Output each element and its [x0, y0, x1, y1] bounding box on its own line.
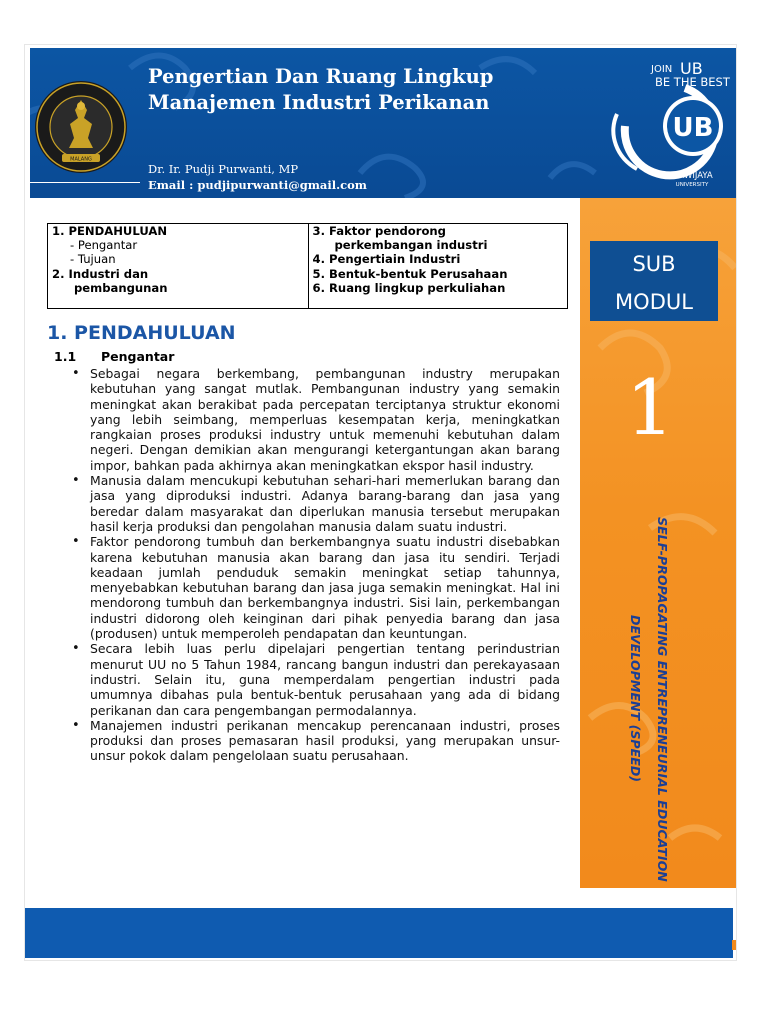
toc-item-industri-cont: pembangunan [74, 280, 168, 295]
logo-ub-big-text: UB [672, 113, 714, 143]
toc-item-industri: 2. Industri dan [52, 266, 149, 281]
subsection-title: Pengantar [101, 349, 175, 364]
sub-text: SUB [632, 252, 676, 276]
document-header [30, 48, 736, 198]
table-of-contents [47, 223, 568, 309]
logo-university-text: UNIVERSITY [675, 182, 709, 188]
list-item: • Manajemen industri perikanan mencakup perencanaan industri, proses produksi dan proses pemasaran hasil produksi, yang merupakan unsur-unsur pokok dalam pengelolaan suatu perusahaan. [72, 718, 560, 764]
module-number: 1 [625, 363, 675, 452]
modul-text: MODUL [615, 290, 693, 314]
footer-accent [732, 940, 736, 950]
title-line-2: Manajemen Industri Perikanan [148, 91, 490, 114]
toc-item-pengertian: 4. Pengertiain Industri [312, 252, 461, 267]
speed-line-1: SELF-PROPAGATING ENTREPRENEURIAL EDUCATION [655, 516, 670, 882]
toc-item-ruang-lingkup: 6. Ruang lingkup perkuliahan [312, 280, 506, 295]
seal-bottom-text: MALANG [70, 156, 92, 163]
ub-logo [585, 54, 733, 192]
toc-item-faktor: 3. Faktor pendorong [312, 224, 446, 238]
logo-be-the-best-text: BE THE BEST [655, 75, 730, 89]
toc-item-pendahuluan: 1. PENDAHULUAN [52, 224, 168, 238]
logo-brawijaya-text: BRAWIJAYA [667, 171, 713, 181]
speed-line-2: DEVELOPMENT (SPEED) [628, 615, 643, 783]
logo-ub-small-text: UB [680, 59, 703, 78]
title-line-1: Pengertian Dan Ruang Lingkup [148, 65, 494, 88]
subsection-heading [54, 349, 174, 364]
document-title [148, 64, 568, 116]
logo-join-text: JOIN [651, 64, 673, 75]
footer-bar [25, 908, 733, 958]
author-email: Email : pudjipurwanti@gmail.com [148, 178, 367, 192]
toc-right-column [308, 224, 568, 308]
list-item: • Sebagai negara berkembang, pembangunan industry merupakan kebutuhan yang sangat mutlak. Pembangunan industry yang semakin meningkat akan berakibat pada percepatan terciptanya struktur ekonomi yang lebih seimbang, memperluas kesempatan kerja, meningkatkan rangkaian proses produksi industry untuk memenuhi kebutuhan dalam negeri. Dengan demikian akan mengurangi ketergantungan akan barang impor, bahkan pada akhirnya akan meningkatkan ekspor hasil industry. [72, 366, 560, 473]
university-seal-logo [34, 80, 128, 174]
author-name: Dr. Ir. Pudji Purwanti, MP [148, 162, 299, 176]
list-item: • Faktor pendorong tumbuh dan berkembangnya suatu industri disebabkan karena kebutuhan manusia akan barang dan jasa itu sendiri. Terjadi keadaan jumlah penduduk semakin meningkat setiap tahunnya, menyebabkan kebutuhan barang dan jasa juga semakin meningkat. Hal ini mendorong tumbuh dan berkembangnya industri. Sisi lain, perkembangan industri didorong oleh keinginan dari pihak penyedia barang dan jasa (produsen) untuk memperoleh pendapatan dan keuntungan. [72, 534, 560, 641]
toc-left-column [48, 224, 308, 308]
toc-item-faktor-cont: perkembangan industri [334, 238, 488, 253]
header-divider [30, 182, 140, 183]
subsection-number: 1.1 [54, 349, 77, 364]
speed-program-label [604, 516, 694, 882]
toc-item-tujuan: - Tujuan [70, 252, 116, 267]
list-item: • Manusia dalam mencukupi kebutuhan sehari-hari memerlukan barang dan jasa yang diproduksi industri. Adanya barang-barang dan jasa yang beredar dalam masyarakat dan diperlukan manusia tersebut merupakan hasil kerja produksi dan pengolahan manusia dalam suatu industri. [72, 473, 560, 534]
section-heading: 1. PENDAHULUAN [47, 322, 236, 344]
module-sidebar [580, 198, 736, 888]
toc-item-pengantar: - Pengantar [70, 238, 138, 253]
toc-item-bentuk: 5. Bentuk-bentuk Perusahaan [312, 266, 508, 281]
bullet-list [72, 366, 560, 764]
sub-modul-label [590, 241, 718, 321]
list-item: • Secara lebih luas perlu dipelajari pengertian tentang perindustrian menurut UU no 5 Tahun 1984, rancang bangun industri dan perekayasaan industri. Selain itu, guna memperdalam pengertian industri pada umumnya dibahas pula bentuk-bentuk perusahaan yang ada di bidang perikanan dan cara pengembangan permodalannya. [72, 641, 560, 717]
